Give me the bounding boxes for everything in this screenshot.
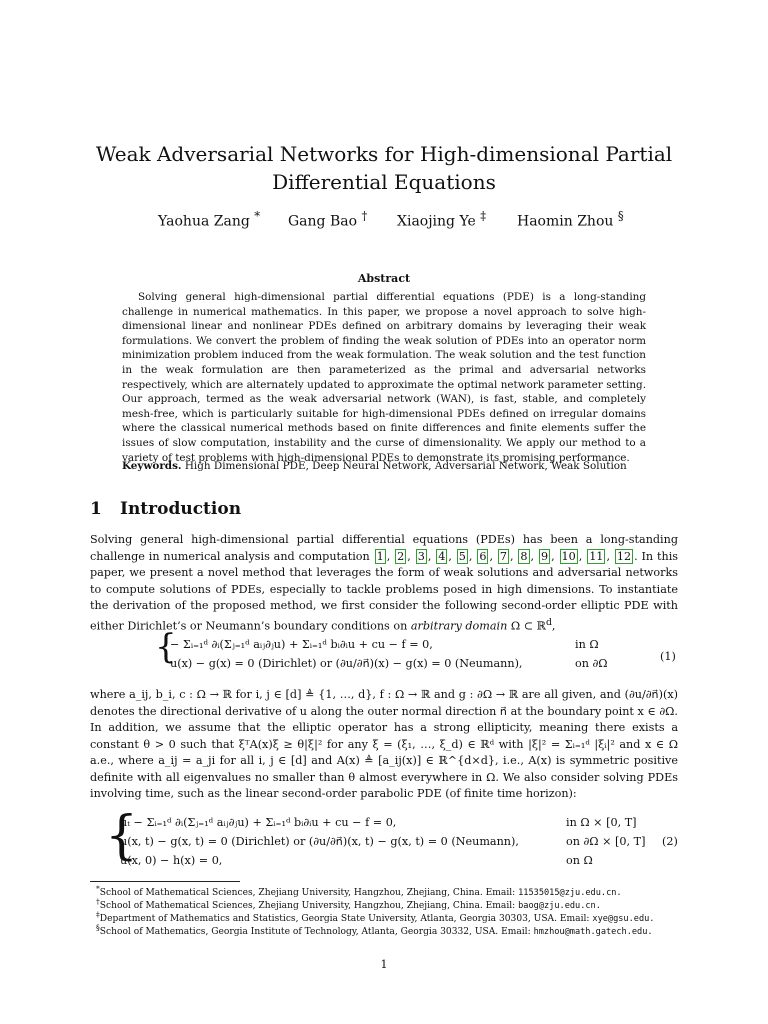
citation-link[interactable]: 6 — [479, 549, 487, 563]
abstract-text: Solving general high-dimensional partial differential equations (PDE) is a long-standing challenge in numerical mathematics. In this paper, we propose a novel approach to solve high-dimensional linear and nonlinear PDEs defined on arbitrary domains by leveraging their weak formulations. We convert the problem of finding the weak solution of PDEs into an operator norm minimization problem induced from the weak formulation. The weak solution and the test function in the weak formulation are then parameterized as the primal and adversarial networks respectively, which are alternately updated to approximate the optimal network parameter setting. Our approach, termed as the weak adversarial network (WAN), is fast, stable, and completely mesh-free, which is particularly suitable for high-dimensional PDEs defined on irregular domains where the classical numerical methods based on finite differences and finite elements suffer the issues of slow computation, instability and the curse of dimensionality. We apply our method to a variety of test problems with high-dimensional PDEs to demonstrate its promising performance. — [122, 291, 646, 464]
footnote: ‡Department of Mathematics and Statistics, Georgia State University, Atlanta, Georgia 30303, USA. Email: xye@gsu.edu. — [96, 910, 655, 925]
equation-number: (2) — [662, 835, 678, 848]
equation-brace: { — [105, 806, 139, 866]
citation-link[interactable]: 3 — [417, 549, 425, 563]
citation-link[interactable]: 1 — [376, 549, 384, 563]
intro-paragraph-2: where a_ij, b_i, c : Ω → ℝ for i, j ∈ [d] ≜ {1, …, d}, f : Ω → ℝ and g : ∂Ω → ℝ are all given, and (∂u/∂n⃗)(x) denotes the directional derivative of u along the outer normal direction n⃗ at the boundary point x ∈ ∂Ω. In addition, we assume that the elliptic operator has a strong ellipticity, meaning there exists a constant θ > 0 such that ξᵀA(x)ξ ≥ θ|ξ|² for any ξ = (ξ₁, …, ξ_d) ∈ ℝᵈ with |ξ|² = Σᵢ₌₁ᵈ |ξᵢ|² and x ∈ Ω a.e., where a_ij = a_ji for all i, j ∈ [d] and A(x) ≜ [a_ij(x)] ∈ ℝ^{d×d}, i.e., A(x) is symmetric positive definite with all eigenvalues no smaller than θ almost everywhere in Ω. We also consider solving PDEs involving time, such as the linear second-order parabolic PDE (of finite time horizon): — [90, 688, 678, 800]
footnote: *School of Mathematical Sciences, Zhejiang University, Hangzhou, Zhejiang, China. Email: 11535015@zju.edu.cn. — [96, 884, 622, 899]
equation-domain: in Ω × [0, T] — [566, 816, 637, 829]
email-link[interactable]: xye@gsu.edu. — [592, 914, 655, 925]
abstract-heading: Abstract — [357, 272, 411, 285]
section-heading — [90, 499, 241, 519]
page-number: 1 — [380, 958, 388, 971]
author: Haomin Zhou § — [517, 209, 624, 230]
email-link[interactable]: 11535015@zju.edu.cn. — [518, 888, 622, 899]
citation-link[interactable]: 12 — [616, 549, 632, 563]
equation-number: (1) — [660, 650, 676, 663]
citation-link[interactable]: 4 — [438, 549, 446, 563]
paper-title — [0, 140, 768, 196]
citation-list: 1 , 2 , 3 , 4 , 5 , 6 , 7 , 8 , 9 , 10 , 11 , 12 — [376, 549, 632, 563]
section-title: Introduction — [120, 499, 242, 519]
citation-link[interactable]: 9 — [540, 549, 549, 563]
title-line-2: Differential Equations — [272, 170, 496, 194]
citation-link[interactable]: 8 — [520, 549, 528, 563]
intro-paragraph-1: Solving general high-dimensional partial differential equations (PDEs) has been a long-standing challenge in numerical analysis and computation 1 , 2 , 3 , 4 , 5 , 6 , 7 , 8 , 9 , 10 , 11 , 12 . In this paper, we present a novel method that leverages the form of weak solutions and adversarial networks to compute solutions of PDEs, especially to tackle problems posed in high dimensions. To instantiate the derivation of the proposed method, we first consider the following second-order elliptic PDE with either Dirichlet’s or Neumann’s boundary conditions on arbitrary domain Ω ⊂ ℝ$^d$, — [90, 533, 679, 633]
email-link[interactable]: baog@zju.edu.cn. — [518, 901, 601, 912]
footnote: †School of Mathematical Sciences, Zhejiang University, Hangzhou, Zhejiang, China. Email: baog@zju.edu.cn. — [96, 897, 601, 912]
equation-row: u(x) − g(x) = 0 (Dirichlet) or (∂u/∂n⃗)(x) − g(x) = 0 (Neumann), — [170, 657, 523, 670]
equation-row: u(x, 0) − h(x) = 0, — [120, 854, 223, 867]
citation-link[interactable]: 7 — [499, 549, 507, 563]
keywords — [122, 460, 662, 472]
author: Gang Bao † — [288, 209, 368, 230]
equation-row: − Σᵢ₌₁ᵈ ∂ᵢ(Σⱼ₌₁ᵈ aᵢⱼ∂ⱼu) + Σᵢ₌₁ᵈ bᵢ∂ᵢu + cu − f = 0, — [170, 638, 433, 651]
equation-domain: on ∂Ω × [0, T] — [566, 835, 646, 848]
author: Yaohua Zang * — [158, 209, 261, 230]
equation-brace: { — [155, 627, 177, 667]
citation-link[interactable]: 10 — [561, 549, 576, 563]
citation-link[interactable]: 2 — [397, 549, 405, 563]
citation-link[interactable]: 11 — [589, 549, 604, 563]
equation-domain: on Ω — [566, 854, 593, 867]
title-line-1: Weak Adversarial Networks for High-dimensional Partial — [95, 142, 673, 166]
footnote: §School of Mathematics, Georgia Institute of Technology, Atlanta, Georgia 30332, USA. Email: hmzhou@math.gatech.edu. — [96, 923, 653, 938]
equation-row: u(x, t) − g(x, t) = 0 (Dirichlet) or (∂u/∂n⃗)(x, t) − g(x, t) = 0 (Neumann), — [120, 835, 519, 848]
footnote-rule — [90, 881, 240, 882]
keywords-label: Keywords. — [122, 460, 182, 472]
citation-link[interactable]: 5 — [458, 549, 466, 563]
section-number: 1 — [90, 499, 102, 519]
author: Xiaojing Ye ‡ — [397, 209, 487, 230]
email-link[interactable]: hmzhou@math.gatech.edu. — [533, 927, 653, 938]
keywords-text: High Dimensional PDE, Deep Neural Network, Adversarial Network, Weak Solution — [184, 460, 627, 472]
equation-row: uₜ − Σᵢ₌₁ᵈ ∂ᵢ(Σⱼ₌₁ᵈ aᵢⱼ∂ⱼu) + Σᵢ₌₁ᵈ bᵢ∂ᵢu + cu − f = 0, — [120, 816, 397, 829]
equation-domain: on ∂Ω — [575, 657, 608, 670]
equation-domain: in Ω — [575, 638, 599, 651]
emphasis: arbitrary domain — [410, 619, 508, 633]
